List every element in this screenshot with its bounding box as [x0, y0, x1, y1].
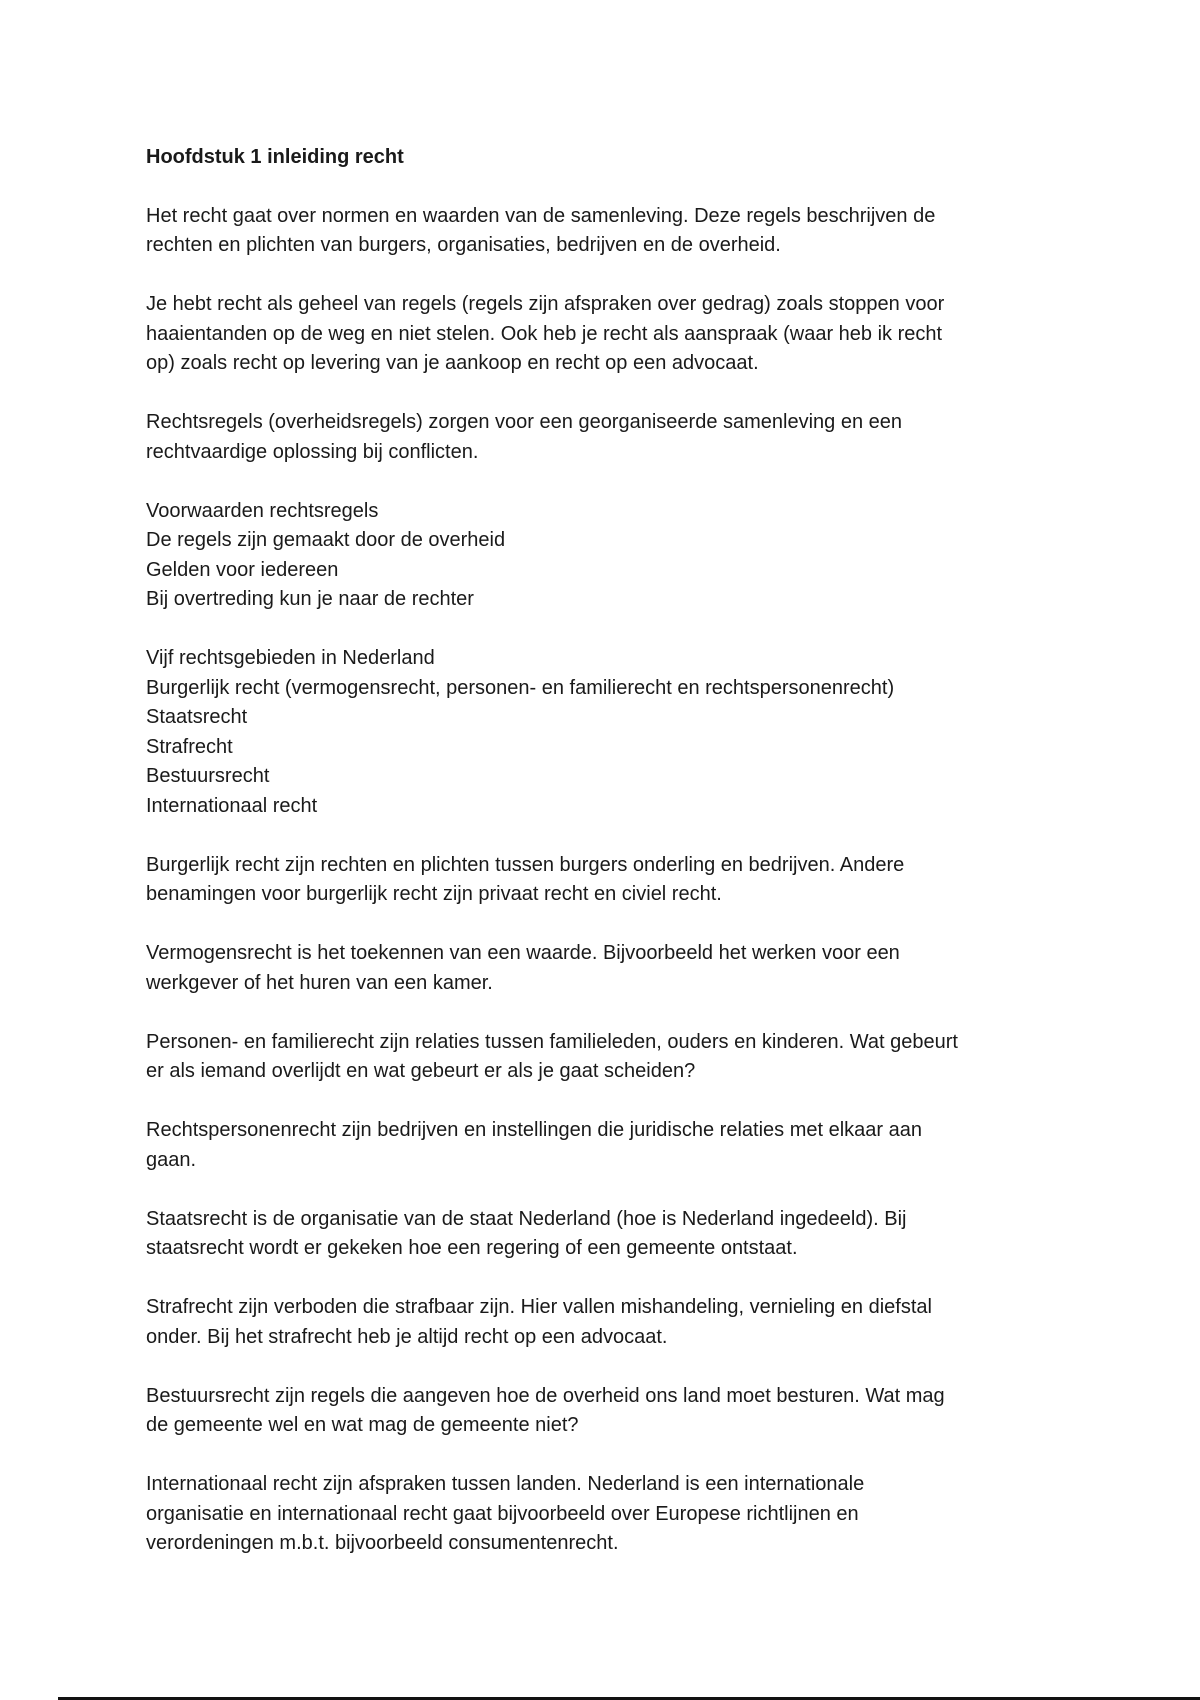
text-line: onder. Bij het strafrecht heb je altijd recht op een advocaat.: [146, 1325, 668, 1348]
text-line: Vermogensrecht is het toekennen van een waarde. Bijvoorbeeld het werken voor een: [146, 942, 900, 964]
text-line: rechtvaardige oplossing bij conflicten.: [146, 440, 479, 463]
text-line: Bij overtreding kun je naar de rechter: [146, 588, 474, 610]
text-line: Vijf rechtsgebieden in Nederland: [146, 647, 435, 669]
paragraph: [146, 408, 1066, 467]
text-line: De regels zijn gemaakt door de overheid: [146, 529, 506, 551]
text-line: Bestuursrecht: [146, 765, 270, 787]
text-line: staatsrecht wordt er gekeken hoe een regering of een gemeente ontstaat.: [146, 1237, 798, 1259]
text-line: Strafrecht zijn verboden die strafbaar zijn. Hier vallen mishandeling, vernieling en diefstal: [146, 1296, 932, 1318]
text-line: Rechtspersonenrecht zijn bedrijven en instellingen die juridische relaties met elkaar aan: [146, 1119, 922, 1141]
text-line: Strafrecht: [146, 735, 233, 758]
text-line: Gelden voor iedereen: [146, 558, 339, 581]
text-line: Burgerlijk recht (vermogensrecht, personen- en familierecht en rechtspersonenrecht): [146, 676, 895, 699]
text-line: Staatsrecht: [146, 706, 248, 728]
paragraph: [146, 1293, 1066, 1352]
text-line: Bestuursrecht zijn regels die aangeven hoe de overheid ons land moet besturen. Wat mag: [146, 1384, 945, 1407]
text-line: Je hebt recht als geheel van regels (regels zijn afspraken over gedrag) zoals stoppen voor: [146, 293, 945, 315]
text-line: rechten en plichten van burgers, organisaties, bedrijven en de overheid.: [146, 234, 781, 256]
text-line: de gemeente wel en wat mag de gemeente niet?: [146, 1414, 579, 1436]
text-line: Personen- en familierecht zijn relaties tussen familieleden, ouders en kinderen. Wat gebeurt: [146, 1030, 958, 1053]
text-line: verordeningen m.b.t. bijvoorbeeld consumentenrecht.: [146, 1532, 619, 1554]
text-line: gaan.: [146, 1148, 197, 1171]
text-line: haaientanden op de weg en niet stelen. Ook heb je recht als aanspraak (waar heb ik recht: [146, 322, 943, 345]
text-line: benamingen voor burgerlijk recht zijn privaat recht en civiel recht.: [146, 883, 722, 905]
paragraph: [146, 851, 1066, 910]
paragraph: [146, 939, 1066, 998]
paragraph: [146, 1382, 1066, 1441]
paragraph: [146, 1205, 1066, 1264]
text-line: Internationaal recht: [146, 794, 318, 817]
text-line: Internationaal recht zijn afspraken tussen landen. Nederland is een internationale: [146, 1473, 865, 1495]
text-line: op) zoals recht op levering van je aankoop en recht op een advocaat.: [146, 352, 759, 374]
document-title: Hoofdstuk 1 inleiding recht: [146, 146, 404, 168]
text-line: organisatie en internationaal recht gaat bijvoorbeeld over Europese richtlijnen en: [146, 1502, 859, 1525]
text-line: er als iemand overlijdt en wat gebeurt er als je gaat scheiden?: [146, 1060, 696, 1082]
paragraph: [146, 202, 1066, 261]
paragraph: [146, 1028, 1066, 1087]
paragraph-list: [146, 202, 1066, 1559]
document-body: [146, 143, 1066, 1588]
text-line: Rechtsregels (overheidsregels) zorgen voor een georganiseerde samenleving en een: [146, 411, 903, 433]
paragraph: [146, 290, 1066, 379]
text-line: Staatsrecht is de organisatie van de staat Nederland (hoe is Nederland ingedeeld). Bij: [146, 1207, 907, 1230]
paragraph: [146, 644, 1066, 821]
paragraph: [146, 1470, 1066, 1559]
paragraph: [146, 1116, 1066, 1175]
text-line: Voorwaarden rechtsregels: [146, 499, 379, 522]
text-line: Burgerlijk recht zijn rechten en plichten tussen burgers onderling en bedrijven. Andere: [146, 853, 905, 876]
text-line: werkgever of het huren van een kamer.: [146, 971, 493, 994]
paragraph: [146, 497, 1066, 615]
text-line: Het recht gaat over normen en waarden van de samenleving. Deze regels beschrijven de: [146, 204, 936, 227]
